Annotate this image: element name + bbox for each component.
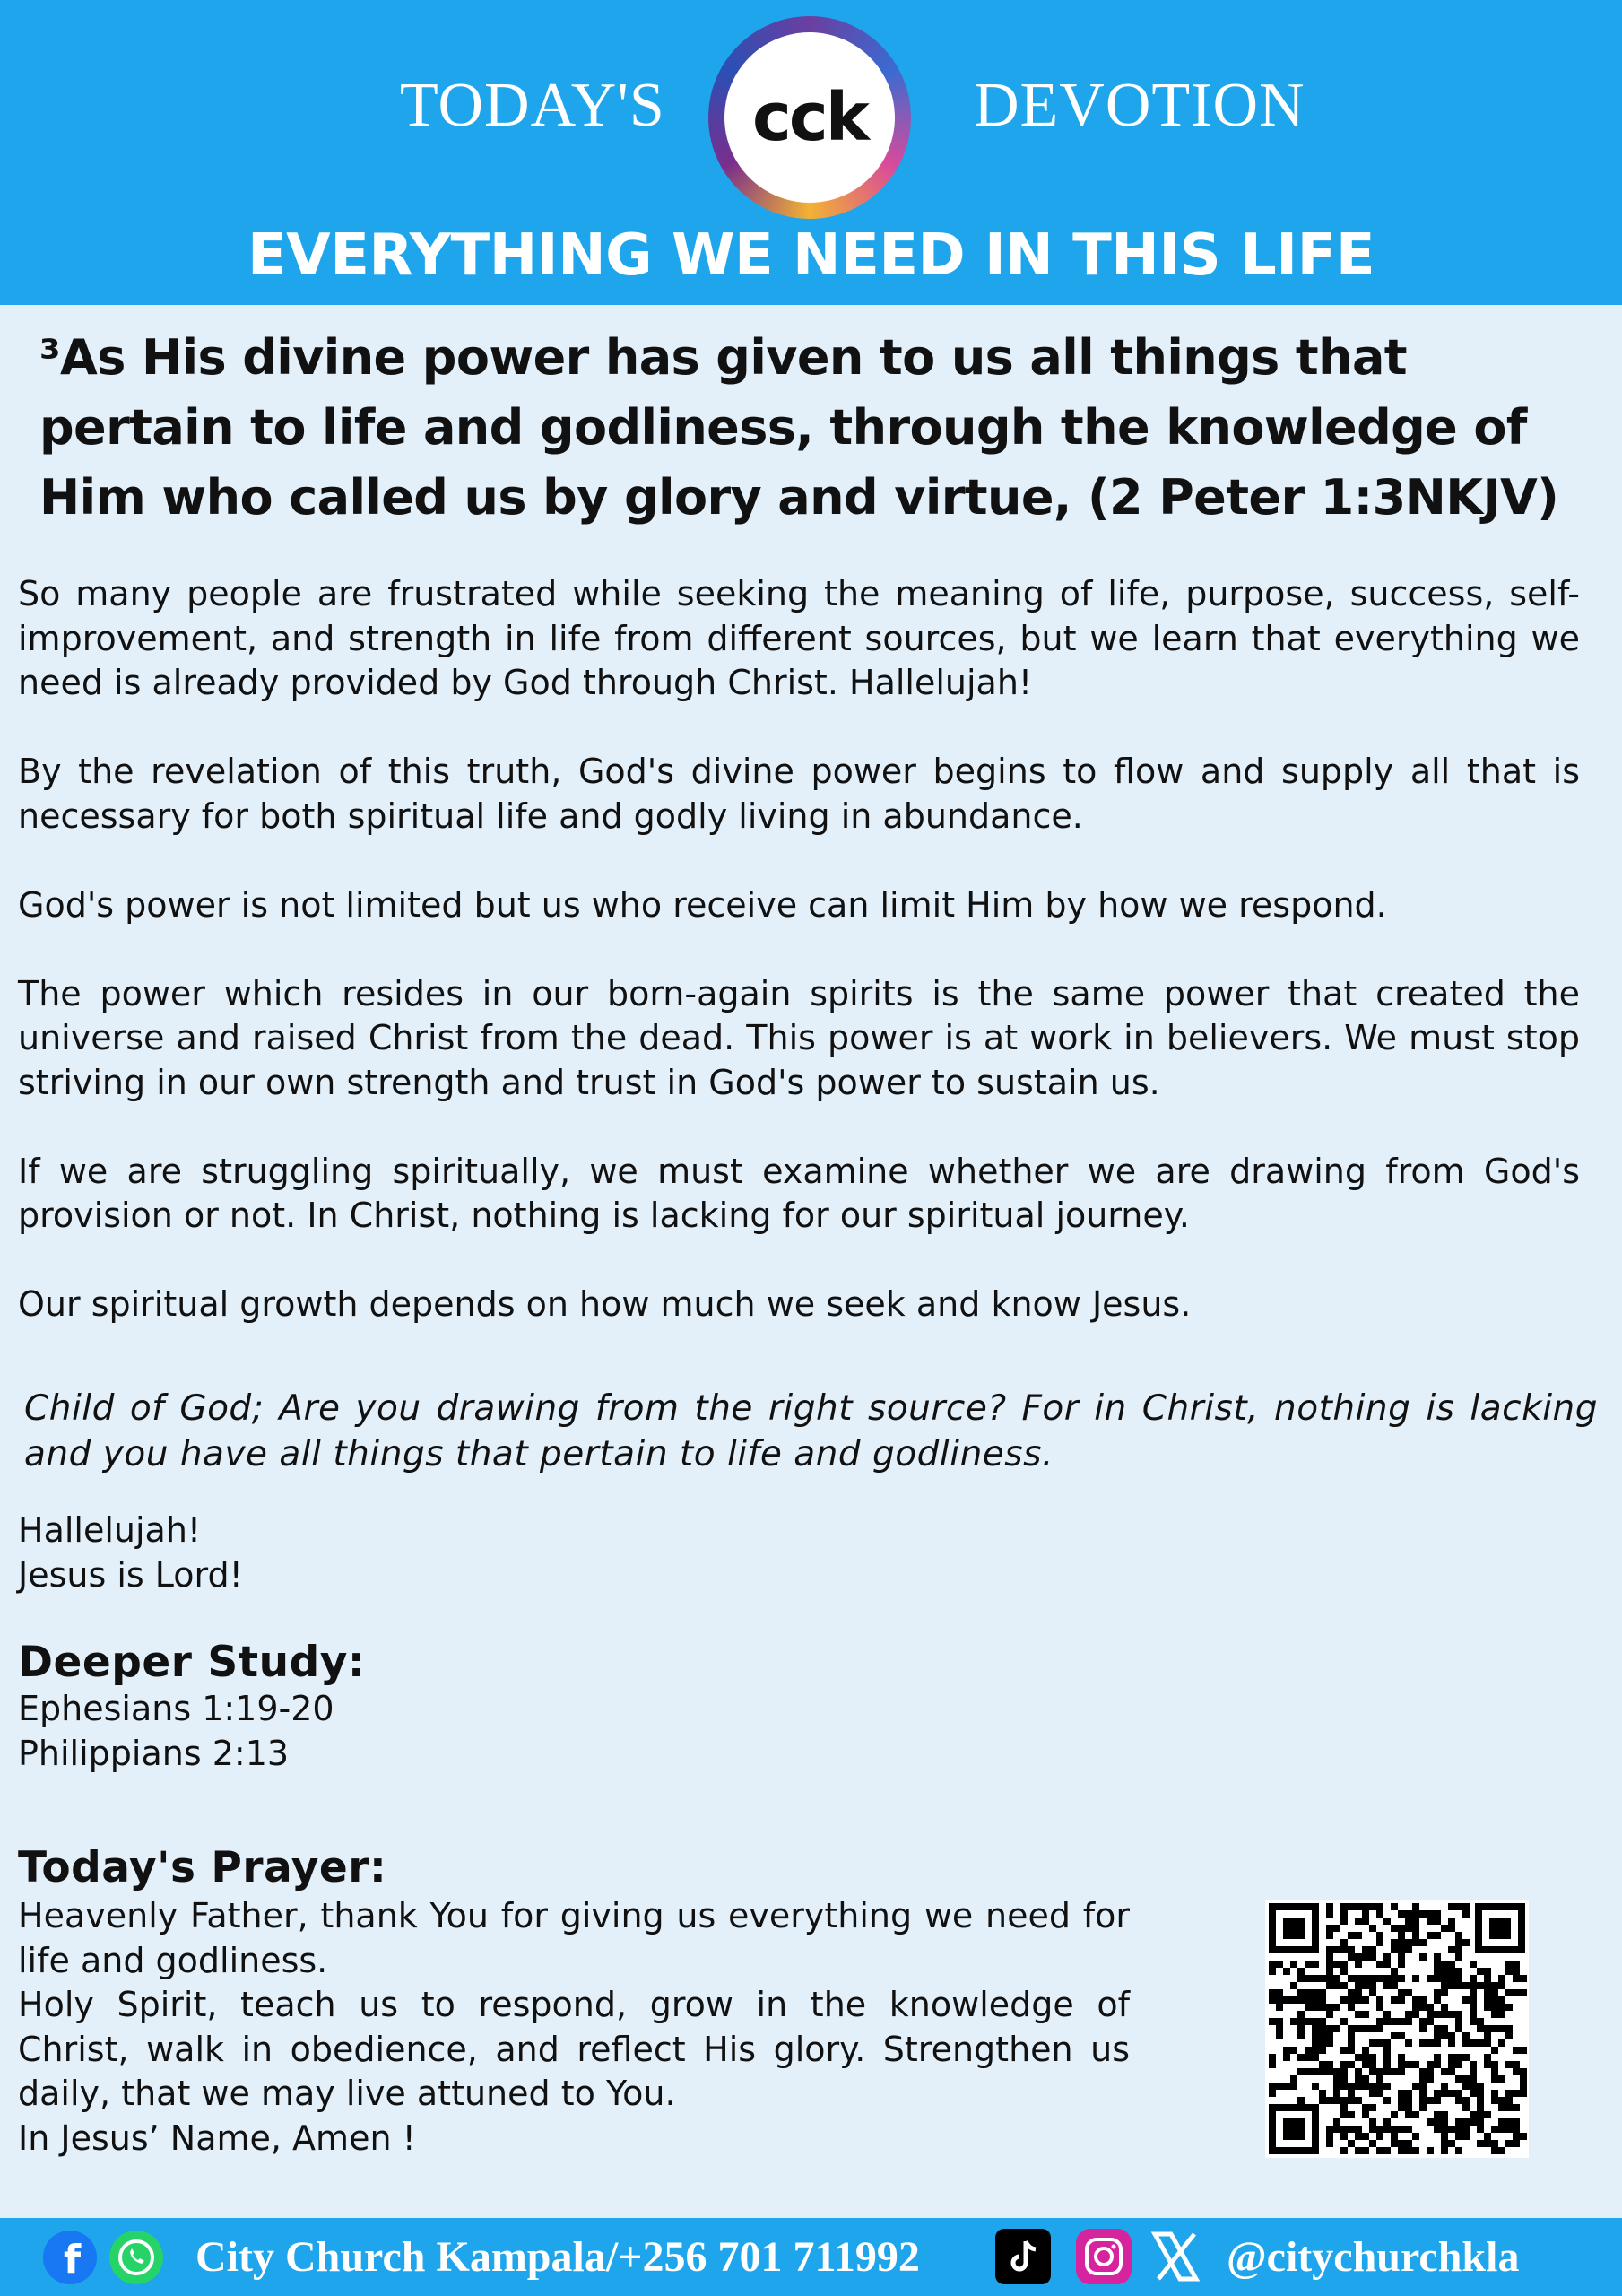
scripture-ref: Philippians 2:13 — [18, 1734, 290, 1773]
x-icon[interactable] — [1146, 2227, 1205, 2286]
closing-line: Hallelujah! — [18, 1510, 202, 1550]
body-paragraph: If we are struggling spiritually, we must examine whether we are drawing from God's provision or not. In Christ, nothing is lacking for our spiritual journey. — [18, 1151, 1580, 1235]
contact-info: City Church Kampala/+256 701 711992 — [195, 2233, 920, 2281]
social-handle: @citychurchkla — [1227, 2233, 1520, 2281]
body-paragraph: God's power is not limited but us who receive can limit Him by how we respond. — [18, 884, 1387, 925]
closing-lines — [18, 1508, 243, 1597]
body-paragraph: So many people are frustrated while seeking the meaning of life, purpose, success, self-improvement, and strength in life from different sources, but we learn that everything we need is already provided by God through Christ. Hallelujah! — [18, 574, 1580, 702]
scripture-ref: Ephesians 1:19-20 — [18, 1689, 334, 1728]
tiktok-icon[interactable] — [995, 2229, 1051, 2284]
key-verse: ³As His divine power has given to us all things that pertain to life and godliness, through the knowledge of Him who called us by glory and virtue, (2 Peter 1:3NKJV) — [39, 329, 1559, 526]
page-title: EVERYTHING WE NEED IN THIS LIFE — [247, 222, 1375, 289]
reflection-question: Child of God; Are you drawing from the right source? For in Christ, nothing is lacking and you have all things that pertain to life and godliness. — [24, 1388, 1598, 1474]
prayer-heading: Today's Prayer: — [18, 1843, 387, 1892]
whatsapp-icon[interactable] — [109, 2231, 163, 2284]
closing-line: Jesus is Lord! — [18, 1555, 243, 1595]
deeper-study-heading: Deeper Study: — [18, 1638, 366, 1687]
prayer-line: In Jesus’ Name, Amen ! — [18, 2118, 416, 2158]
instagram-icon[interactable] — [1076, 2229, 1132, 2284]
prayer-line: Heavenly Father, thank You for giving us everything we need for life and godliness. — [18, 1896, 1130, 1980]
qr-code[interactable] — [1265, 1900, 1529, 2158]
header-right-word: DEVOTION — [974, 71, 1305, 140]
church-logo — [708, 16, 911, 219]
logo-text: cck — [752, 79, 867, 156]
footer-bar — [0, 2218, 1622, 2296]
prayer-line: Holy Spirit, teach us to respond, grow in the knowledge of Christ, walk in obedience, and reflect His glory. Strengthen us daily, that we may live attuned to You. — [18, 1985, 1130, 2113]
body-paragraph: Our spiritual growth depends on how much we seek and know Jesus. — [18, 1284, 1192, 1324]
header-banner — [0, 0, 1622, 305]
deeper-study-refs — [18, 1686, 334, 1776]
svg-text:f: f — [64, 2237, 82, 2283]
body-paragraph: The power which resides in our born-again spirits is the same power that created the universe and raised Christ from the dead. This power is at work in believers. We must stop striving in our own strength and trust in God's power to sustain us. — [18, 973, 1580, 1102]
prayer-text — [18, 1894, 1130, 2161]
header-left-word: TODAY'S — [400, 71, 665, 140]
facebook-icon[interactable] — [43, 2231, 97, 2284]
devotion-body — [18, 572, 1580, 1371]
body-paragraph: By the revelation of this truth, God's divine power begins to flow and supply all that is necessary for both spiritual life and godly living in abundance. — [18, 752, 1580, 836]
